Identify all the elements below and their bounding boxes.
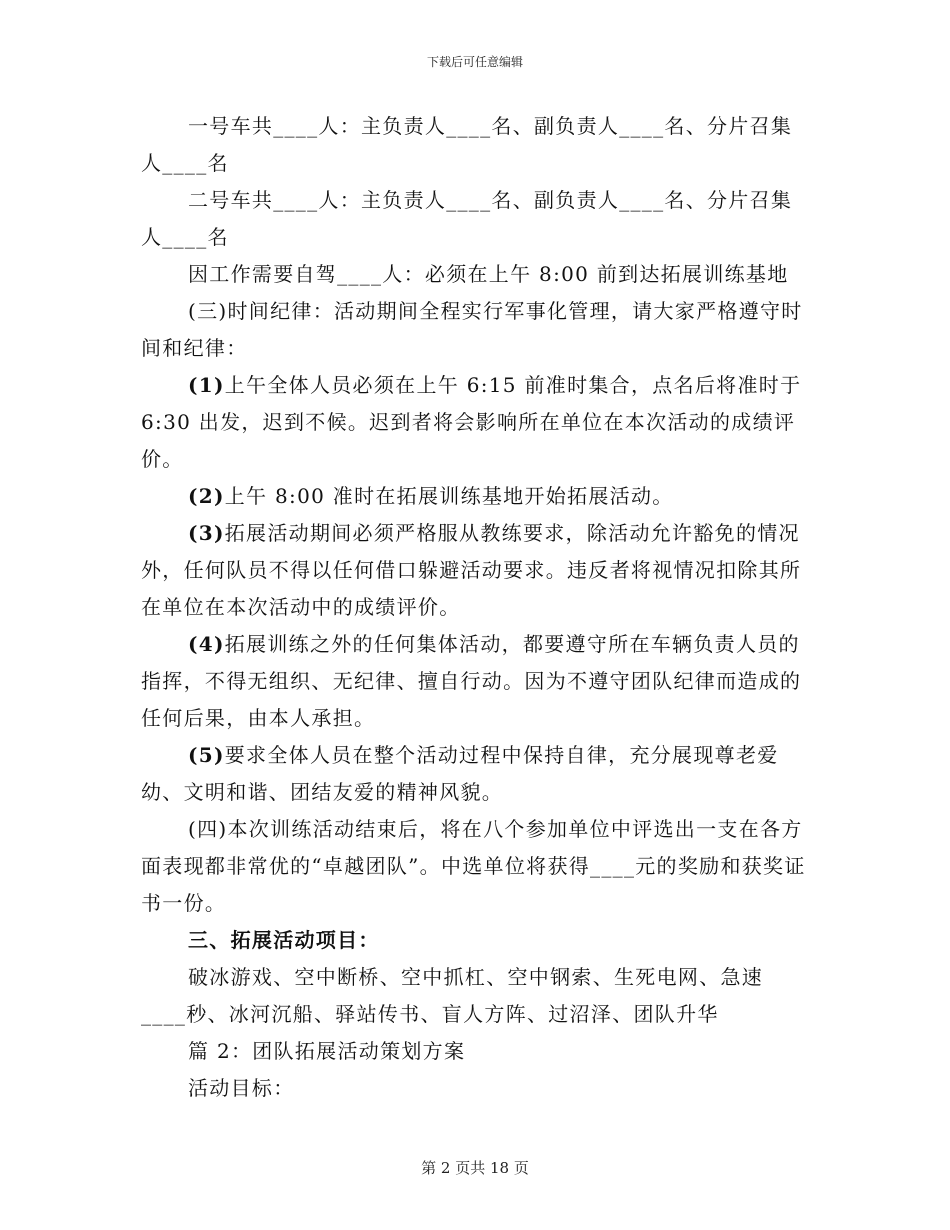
paragraph-plan-title: 篇 2：团队拓展活动策划方案 bbox=[188, 1039, 466, 1063]
paragraph-time-discipline: (三)时间纪律：活动期间全程实行军事化管理，请大家严格遵守时间和纪律： bbox=[141, 299, 803, 360]
paragraph-rule-1 bbox=[141, 367, 810, 478]
rule-text: 上午全体人员必须在上午 6:15 前准时集合，点名后将准时于 6:30 出发，迟到不候。迟到者将会影响所在单位在本次活动的成绩评价。 bbox=[141, 373, 810, 471]
rule-number: (1) bbox=[188, 373, 225, 397]
rule-number: (3) bbox=[188, 521, 225, 545]
paragraph-rule-5 bbox=[141, 737, 806, 811]
paragraph-activity-list: 破冰游戏、空中断桥、空中抓杠、空中钢索、生死电网、急速____秒、冰河沉船、驿站传书、盲人方阵、过沼泽、团队升华 bbox=[141, 965, 764, 1026]
paragraph-award: (四)本次训练活动结束后，将在八个参加单位中评选出一支在各方面表现都非常优的“卓越团队”。中选单位将获得____元的奖励和获奖证书一份。 bbox=[141, 817, 806, 915]
paragraph-rule-2 bbox=[141, 478, 806, 515]
rule-number: (4) bbox=[188, 632, 225, 656]
rule-number: (5) bbox=[188, 743, 225, 767]
paragraph-self-drive: 因工作需要自驾____人：必须在上午 8:00 前到达拓展训练基地 bbox=[188, 262, 789, 286]
section-heading-activities: 三、拓展活动项目： bbox=[188, 928, 380, 952]
paragraph-rule-4 bbox=[141, 626, 806, 737]
page-footer: 第 2 页共 18 页 bbox=[421, 1159, 529, 1177]
paragraph-car-two: 二号车共____人：主负责人____名、副负责人____名、分片召集人____名 bbox=[141, 188, 793, 249]
paragraph-rule-3 bbox=[141, 515, 806, 626]
document-body bbox=[141, 108, 810, 1107]
paragraph-goal-label: 活动目标： bbox=[188, 1076, 295, 1100]
rule-text: 拓展活动期间必须严格服从教练要求，除活动允许豁免的情况外，任何队员不得以任何借口躲避活动要求。违反者将视情况扣除其所在单位在本次活动中的成绩评价。 bbox=[141, 521, 802, 619]
rule-text: 上午 8:00 准时在拓展训练基地开始拓展活动。 bbox=[224, 484, 674, 508]
page-header: 下载后可任意编辑 bbox=[426, 55, 523, 69]
rule-text: 拓展训练之外的任何集体活动，都要遵守所在车辆负责人员的指挥，不得无组织、无纪律、擅自行动。因为不遵守团队纪律而造成的任何后果，由本人承担。 bbox=[141, 632, 802, 730]
paragraph-car-one: 一号车共____人：主负责人____名、副负责人____名、分片召集人____名 bbox=[141, 114, 793, 175]
rule-text: 要求全体人员在整个活动过程中保持自律，充分展现尊老爱幼、文明和谐、团结友爱的精神风貌。 bbox=[141, 743, 779, 804]
rule-number: (2) bbox=[188, 484, 225, 508]
